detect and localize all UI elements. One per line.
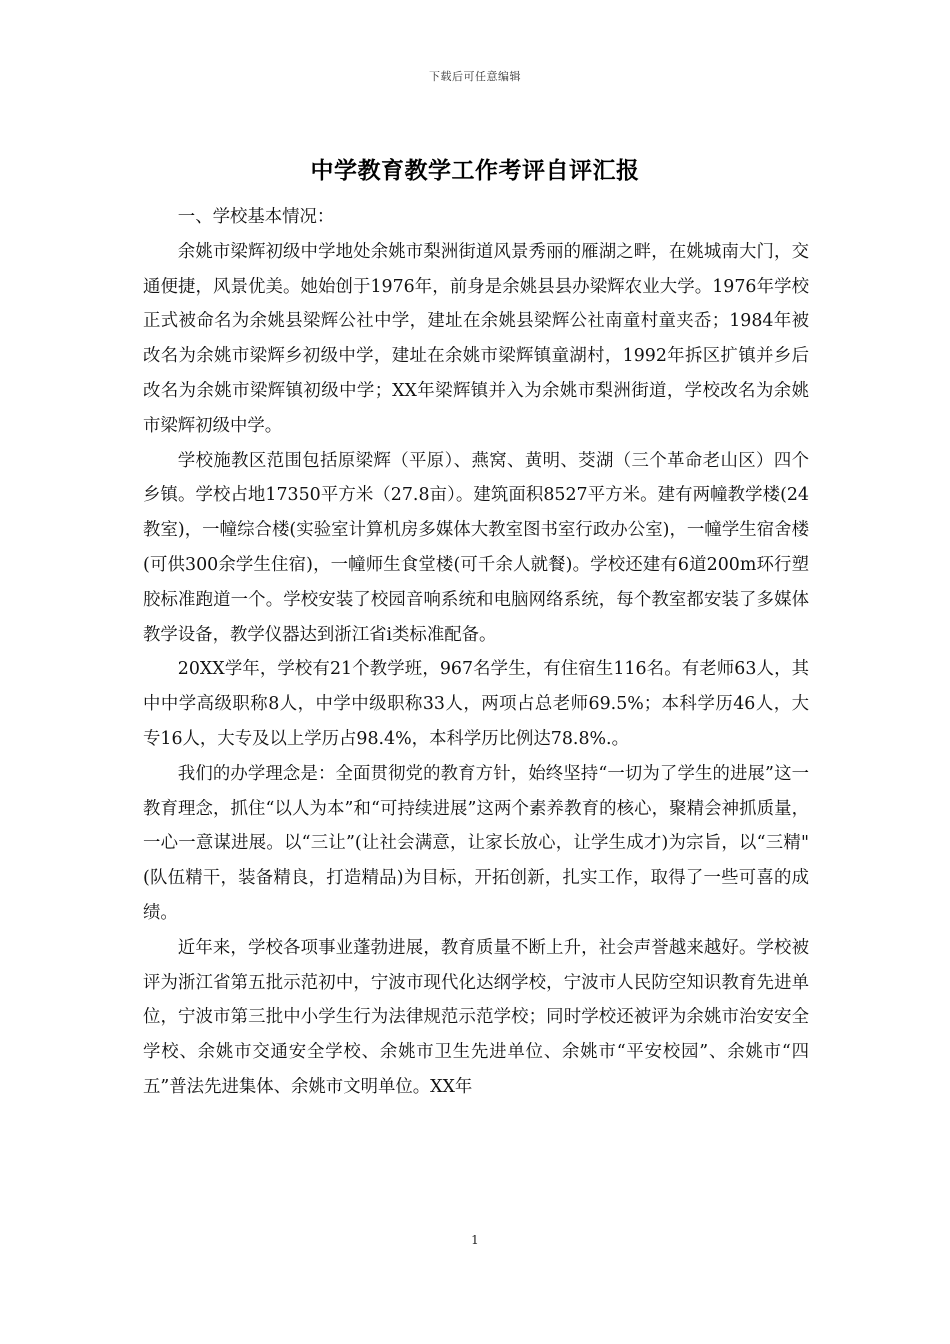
document-title: 中学教育教学工作考评自评汇报 [310, 157, 640, 184]
paragraph: 学校施教区范围包括原梁辉（平原）、燕窝、黄明、茭湖（三个革命老山区）四个乡镇。学校占地17350平方米（27.8亩）。建筑面积8527平方米。建有两幢教学楼(24教室)，一幢综合楼(实验室计算机房多媒体大教室图书室行政办公室)，一幢学生宿舍楼(可供300余学生住宿)，一幢师生食堂楼(可千余人就餐)。学校还建有6道200m环行塑胶标准跑道一个。学校安装了校园音响系统和电脑网络系统，每个教室都安装了多媒体教学设备，教学仪器达到浙江省ⅰ类标准配备。 [143, 450, 809, 645]
paragraph: 余姚市梁辉初级中学地处余姚市梨洲街道风景秀丽的雁湖之畔，在姚城南大门，交通便捷，风景优美。她始创于1976年，前身是余姚县县办梁辉农业大学。1976年学校正式被命名为余姚县梁辉公社中学，建址在余姚县梁辉公社南童村童夹岙；1984年被改名为余姚市梁辉乡初级中学，建址在余姚市梁辉镇童湖村，1992年拆区扩镇并乡后改名为余姚市梁辉镇初级中学；XX年梁辉镇并入为余姚市梨洲街道，学校改名为余姚市梁辉初级中学。 [143, 241, 809, 436]
page-number: 1 [471, 1233, 479, 1247]
paragraph: 20XX学年，学校有21个教学班，967名学生，有住宿生116名。有老师63人，其中中学高级职称8人，中学中级职称33人，两项占总老师69.5%；本科学历46人，大专16人，大专及以上学历占98.4%，本科学历比例达78.8%.。 [143, 659, 809, 749]
header-note: 下载后可任意编辑 [429, 70, 521, 83]
section-heading: 一、学校基本情况： [177, 207, 335, 227]
paragraph: 我们的办学理念是：全面贯彻党的教育方针，始终坚持“一切为了学生的进展”这一教育理念，抓住“以人为本”和“可持续进展”这两个素养教育的核心，聚精会神抓质量，一心一意谋进展。以“三让”(让社会满意，让家长放心，让学生成才)为宗旨，以“三精"(队伍精干，装备精良，打造精品)为目标，开拓创新，扎实工作，取得了一些可喜的成绩。 [143, 763, 809, 923]
document-body [143, 200, 809, 1105]
paragraph: 近年来，学校各项事业蓬勃进展，教育质量不断上升，社会声誉越来越好。学校被评为浙江省第五批示范初中，宁波市现代化达纲学校，宁波市人民防空知识教育先进单位，宁波市第三批中小学生行为法律规范示范学校；同时学校还被评为余姚市治安安全学校、余姚市交通安全学校、余姚市卫生先进单位、余姚市“平安校园”、余姚市“四五”普法先进集体、余姚市文明单位。XX年 [143, 937, 809, 1097]
